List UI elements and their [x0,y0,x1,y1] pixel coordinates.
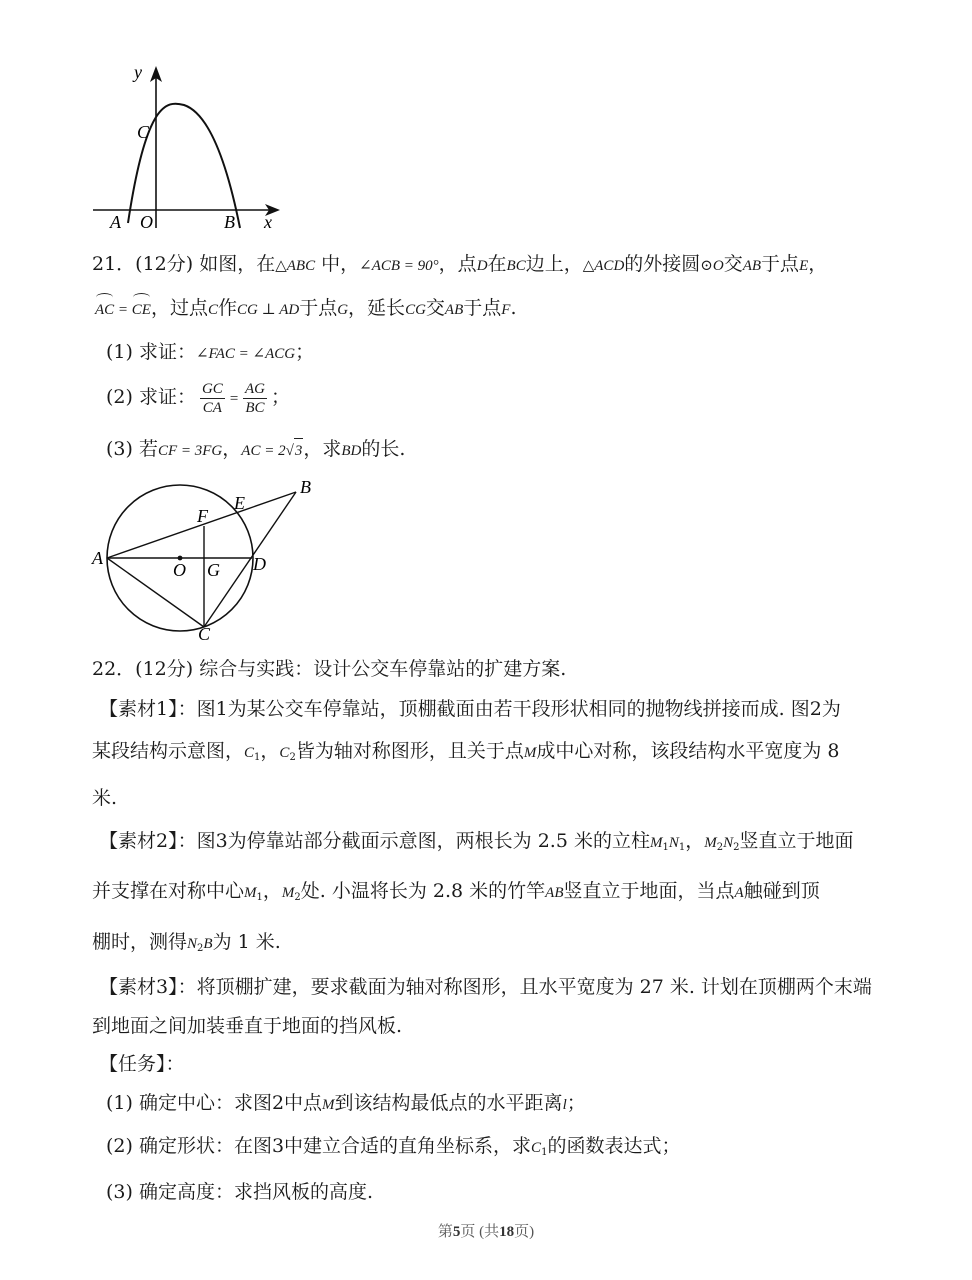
circle-geometry-figure [88,472,328,647]
q22-material1-line1: 【素材1】：图1为某公交车停靠站，顶棚截面由若干段形状相同的抛物线拼接而成. 图2为 [99,698,841,720]
fraction-ag-bc: $\frac{AG}{BC}$ [244,380,265,416]
q22-header: 22．(12分) 综合与实践：设计公交车停靠站的扩建方案. [92,658,567,680]
fraction-gc-ca: $\frac{GC}{CA}$ [201,380,223,416]
label-b2: B [300,477,311,497]
label-c: C [137,122,150,142]
label-e2: E [234,493,245,513]
q21-part2: (2) 求证： $\frac{GC}{CA}$ = $\frac{AG}{BC}$ ； [106,380,290,416]
q22-task3: (3) 确定高度：求挡风板的高度. [106,1181,373,1203]
label-c2: C [198,624,211,644]
label-o: O [140,212,153,232]
label-f2: F [197,506,208,526]
q22-task-heading: 【任务】： [99,1053,185,1075]
q22-material2-line2: 并支撑在对称中心$M_1$，$M_2$处. 小温将长为 2.8 米的竹竿AB竖直立于地面，当点A触碰到顶 [92,880,820,903]
page-footer: 第5页 (共18页) [437,1224,535,1240]
label-b: B [224,212,235,232]
label-a: A [110,212,121,232]
q21-part1: (1) 求证：∠FAC = ∠ACG； [106,341,315,363]
q21-part3: (3) 若CF = 3FG，AC = 2√3，求BD的长. [106,437,405,463]
parabola-figure [88,58,288,238]
q22-task2: (2) 确定形状：在图3中建立合适的直角坐标系，求$C_1$的函数表达式； [106,1135,681,1158]
q22-material1-line3: 米. [92,787,118,809]
label-x: x [264,212,272,232]
q22-material1-line2: 某段结构示意图，$C_1$，$C_2$皆为轴对称图形，且关于点M成中心对称，该段结构水平宽度为 8 [92,740,840,763]
segment-ac [107,558,204,627]
q22-material3-line1: 【素材3】：将顶棚扩建，要求截面为轴对称图形，且水平宽度为 27 米. 计划在顶棚两个末端 [99,976,872,998]
q22-material2-line3: 棚时，测得$N_2B$为 1 米. [92,931,281,954]
label-g2: G [207,560,220,580]
q22-task1: (1) 确定中心：求图2中点M到该结构最低点的水平距离l； [106,1092,586,1114]
label-d2: D [253,554,266,574]
arc-ce: CE [132,298,151,322]
q21-line1: 21．(12分) 如图，在△ABC 中，∠ACB = 90°，点D在BC边上，△ACD的外接圆⊙O交AB于点E， [92,253,828,275]
q22-material2-line1: 【素材2】：图3为停靠站部分截面示意图，两根长为 2.5 米的立柱$M_1N_1$，$M_2N_2$竖直立于地面 [99,830,854,853]
label-y: y [134,62,142,82]
q22-material3-line2: 到地面之间加装垂直于地面的挡风板. [92,1015,403,1037]
label-a2: A [92,548,103,568]
arc-ac: AC [95,298,114,322]
label-o2: O [173,560,186,580]
q21-line2: AC = CE，过点C作CG ⊥ AD于点G，延长CG交AB于点F. [95,296,516,322]
